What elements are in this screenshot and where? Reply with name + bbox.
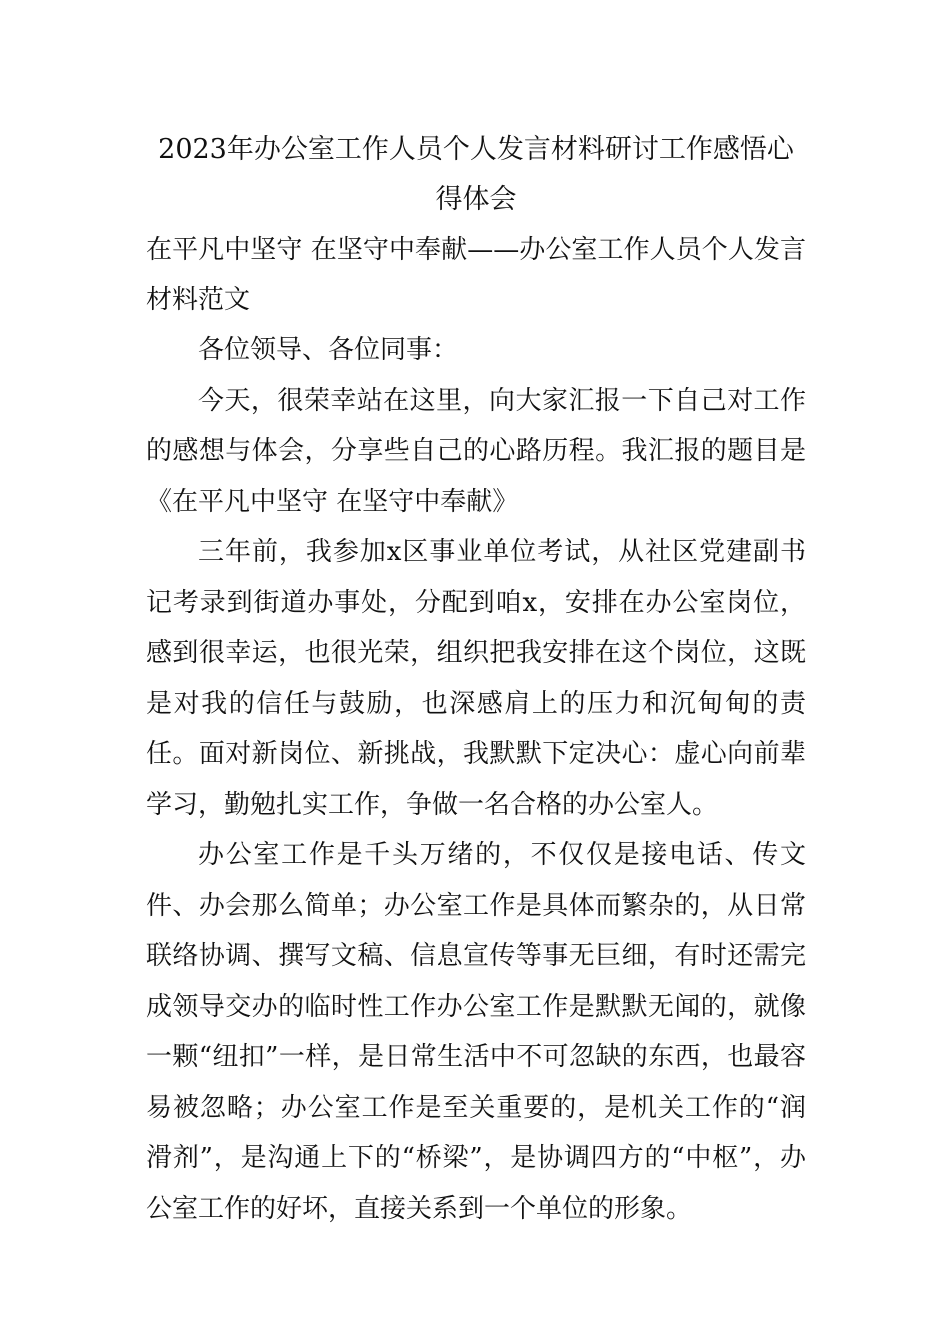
body-paragraph-1: 今天，很荣幸站在这里，向大家汇报一下自己对工作的感想与体会，分享些自己的心路历程。我汇报的题目是《在平凡中坚守 在坚守中奉献》	[146, 385, 806, 517]
body-paragraph-2: 三年前，我参加x区事业单位考试，从社区党建副书记考录到街道办事处，分配到咱x，安排在办公室岗位，感到很幸运，也很光荣，组织把我安排在这个岗位，这既是对我的信任与鼓励，也深感肩上的压力和沉甸甸的责任。面对新岗位、新挑战，我默默下定决心：虚心向前辈学习，勤勉扎实工作，争做一名合格的办公室人。	[146, 537, 806, 820]
document-page	[146, 125, 806, 1234]
document-subtitle: 在平凡中坚守 在坚守中奉献——办公室工作人员个人发言材料范文	[146, 235, 806, 315]
greeting: 各位领导、各位同事：	[198, 335, 459, 365]
body-paragraph-3: 办公室工作是千头万绪的，不仅仅是接电话、传文件、办会那么简单；办公室工作是具体而繁杂的，从日常联络协调、撰写文稿、信息宣传等事无巨细，有时还需完成领导交办的临时性工作办公室工作是默默无闻的，就像一颗“纽扣”一样，是日常生活中不可忽缺的东西，也最容易被忽略；办公室工作是至关重要的，是机关工作的“润滑剂”，是沟通上下的“桥梁”，是协调四方的“中枢”，办公室工作的好坏，直接关系到一个单位的形象。	[146, 840, 806, 1224]
document-title: 2023年办公室工作人员个人发言材料研讨工作感悟心得体会	[158, 134, 794, 215]
